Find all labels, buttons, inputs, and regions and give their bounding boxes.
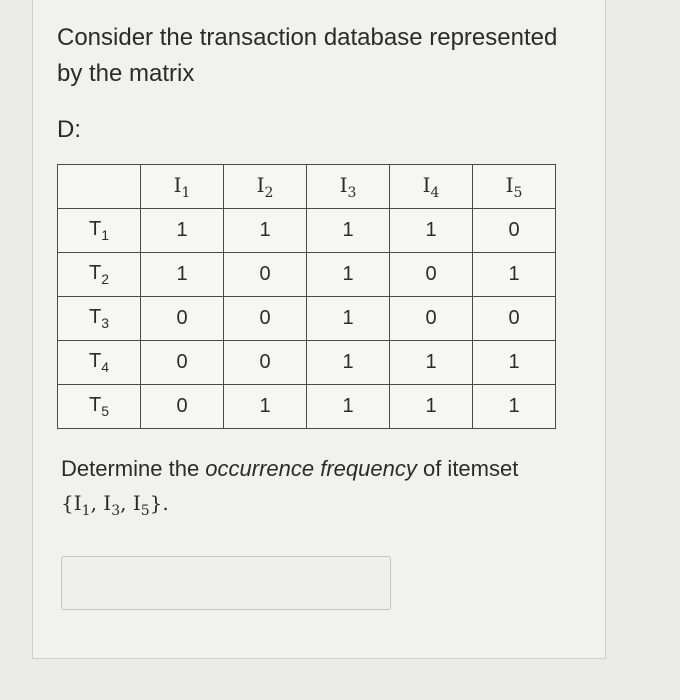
transaction-row: [58, 297, 556, 341]
transaction-row: [58, 209, 556, 253]
transaction-header: $T_5$: [58, 385, 141, 429]
matrix-cell: 1: [307, 341, 390, 385]
matrix-cell: 1: [307, 297, 390, 341]
transaction-header: $T_3$: [58, 297, 141, 341]
matrix-cell: 0: [390, 297, 473, 341]
transaction-header: $T_2$: [58, 253, 141, 297]
transaction-header: $T_1$: [58, 209, 141, 253]
matrix-cell: 1: [390, 209, 473, 253]
transaction-row: [58, 385, 556, 429]
transaction-row: [58, 341, 556, 385]
matrix-cell: 1: [224, 209, 307, 253]
matrix-cell: 0: [141, 385, 224, 429]
matrix-cell: 0: [224, 297, 307, 341]
matrix-cell: 1: [390, 341, 473, 385]
answer-input[interactable]: [61, 556, 391, 610]
matrix-cell: 0: [473, 297, 556, 341]
item-header: $I_5$: [473, 165, 556, 209]
matrix-cell: 1: [141, 209, 224, 253]
matrix-cell: 0: [141, 297, 224, 341]
database-label: D:: [57, 116, 81, 143]
matrix-header-row: [58, 165, 556, 209]
question-card: [32, 0, 606, 659]
matrix-cell: 1: [141, 253, 224, 297]
matrix-cell: 0: [473, 209, 556, 253]
transaction-row: [58, 253, 556, 297]
item-header: $I_1$: [141, 165, 224, 209]
matrix-cell: 0: [224, 341, 307, 385]
matrix-cell: 1: [307, 209, 390, 253]
matrix-cell: 1: [224, 385, 307, 429]
task-text: [61, 452, 581, 528]
task-prefix: Determine the: [61, 456, 206, 481]
matrix-cell: 1: [473, 341, 556, 385]
item-header: $I_4$: [390, 165, 473, 209]
corner-cell: [58, 165, 141, 209]
item-header: $I_2$: [224, 165, 307, 209]
transaction-header: $T_4$: [58, 341, 141, 385]
item-header: $I_3$: [307, 165, 390, 209]
task-suffix: of itemset: [416, 456, 519, 481]
matrix-cell: 0: [224, 253, 307, 297]
matrix-cell: 1: [473, 253, 556, 297]
matrix-cell: 1: [307, 385, 390, 429]
question-text: Consider the transaction database represented by the matrix: [57, 24, 558, 87]
matrix-cell: 0: [390, 253, 473, 297]
matrix-cell: 1: [390, 385, 473, 429]
transaction-matrix: [57, 164, 556, 429]
matrix-cell: 1: [307, 253, 390, 297]
task-emphasis: occurrence frequency: [205, 456, 417, 481]
matrix-cell: 1: [473, 385, 556, 429]
matrix-cell: 0: [141, 341, 224, 385]
itemset: {$I_1$, $I_3$, $I_5$}.: [61, 491, 169, 519]
